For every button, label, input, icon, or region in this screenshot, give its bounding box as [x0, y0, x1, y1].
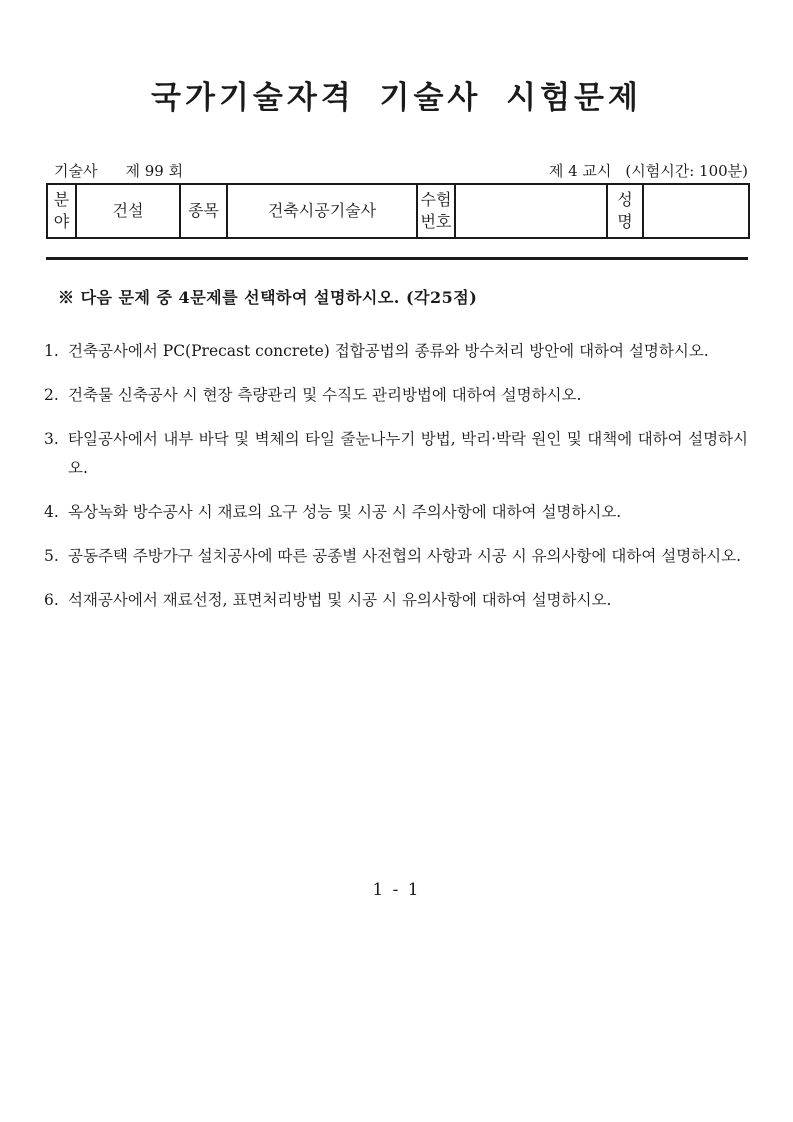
- exam-number-label-line-1: 수험: [420, 190, 452, 209]
- exam-round: 제 99 회: [125, 162, 184, 180]
- page-number: 1 - 1: [372, 880, 421, 900]
- item-value: 건축시공기술사: [227, 184, 417, 238]
- question-item: [44, 425, 748, 483]
- exam-info-table: [46, 183, 750, 239]
- exam-meta-right: [549, 160, 748, 181]
- item-label: 종목: [180, 184, 227, 238]
- name-label-line-1: 성: [617, 190, 633, 209]
- name-field[interactable]: [643, 184, 749, 238]
- question-text: 타일공사에서 내부 바닥 및 벽체의 타일 줄눈나누기 방법, 박리·박락 원인 및 대책에 대하여 설명하시오.: [68, 430, 748, 477]
- question-text: 공동주택 주방가구 설치공사에 따른 공종별 사전협의 사항과 시공 시 유의사항에 대하여 설명하시오.: [68, 547, 742, 565]
- exam-meta-row: [54, 160, 748, 182]
- question-item: [44, 542, 748, 571]
- instruction-text: ※ 다음 문제 중 4문제를 선택하여 설명하시오. (각25점): [58, 288, 478, 307]
- question-item: [44, 381, 748, 410]
- exam-period: 제 4 교시: [548, 162, 612, 180]
- question-text: 건축공사에서 PC(Precast concrete) 접합공법의 종류와 방수처리 방안에 대하여 설명하시오.: [68, 342, 709, 360]
- exam-duration: (시험시간: 100분): [625, 162, 748, 180]
- question-text: 건축물 신축공사 시 현장 측량관리 및 수직도 관리방법에 대하여 설명하시오.: [68, 386, 582, 404]
- field-label-line-2: 야: [53, 212, 70, 231]
- header-divider: [46, 257, 748, 260]
- name-label: [607, 184, 643, 238]
- question-number: 5.: [44, 547, 59, 565]
- field-label-line-1: 분: [53, 190, 70, 209]
- name-label-line-2: 명: [617, 212, 633, 231]
- exam-number-label-line-2: 번호: [420, 212, 452, 231]
- page-title: 국가기술자격 기술사 시험문제: [151, 80, 642, 116]
- exam-number-field[interactable]: [455, 184, 607, 238]
- exam-meta-left: [54, 160, 183, 181]
- question-text: 옥상녹화 방수공사 시 재료의 요구 성능 및 시공 시 주의사항에 대하여 설명하시오.: [68, 503, 622, 521]
- field-label: [47, 184, 76, 238]
- question-number: 3.: [44, 430, 59, 448]
- question-list: [44, 337, 748, 630]
- exam-category: 기술사: [54, 162, 98, 180]
- question-number: 1.: [44, 342, 59, 360]
- question-number: 4.: [44, 503, 59, 521]
- question-item: [44, 498, 748, 527]
- question-number: 6.: [44, 591, 59, 609]
- exam-number-label: [417, 184, 455, 238]
- question-item: [44, 337, 748, 366]
- field-value: 건설: [76, 184, 180, 238]
- question-number: 2.: [44, 386, 59, 404]
- question-item: [44, 586, 748, 615]
- question-text: 석재공사에서 재료선정, 표면처리방법 및 시공 시 유의사항에 대하여 설명하시오.: [68, 591, 612, 609]
